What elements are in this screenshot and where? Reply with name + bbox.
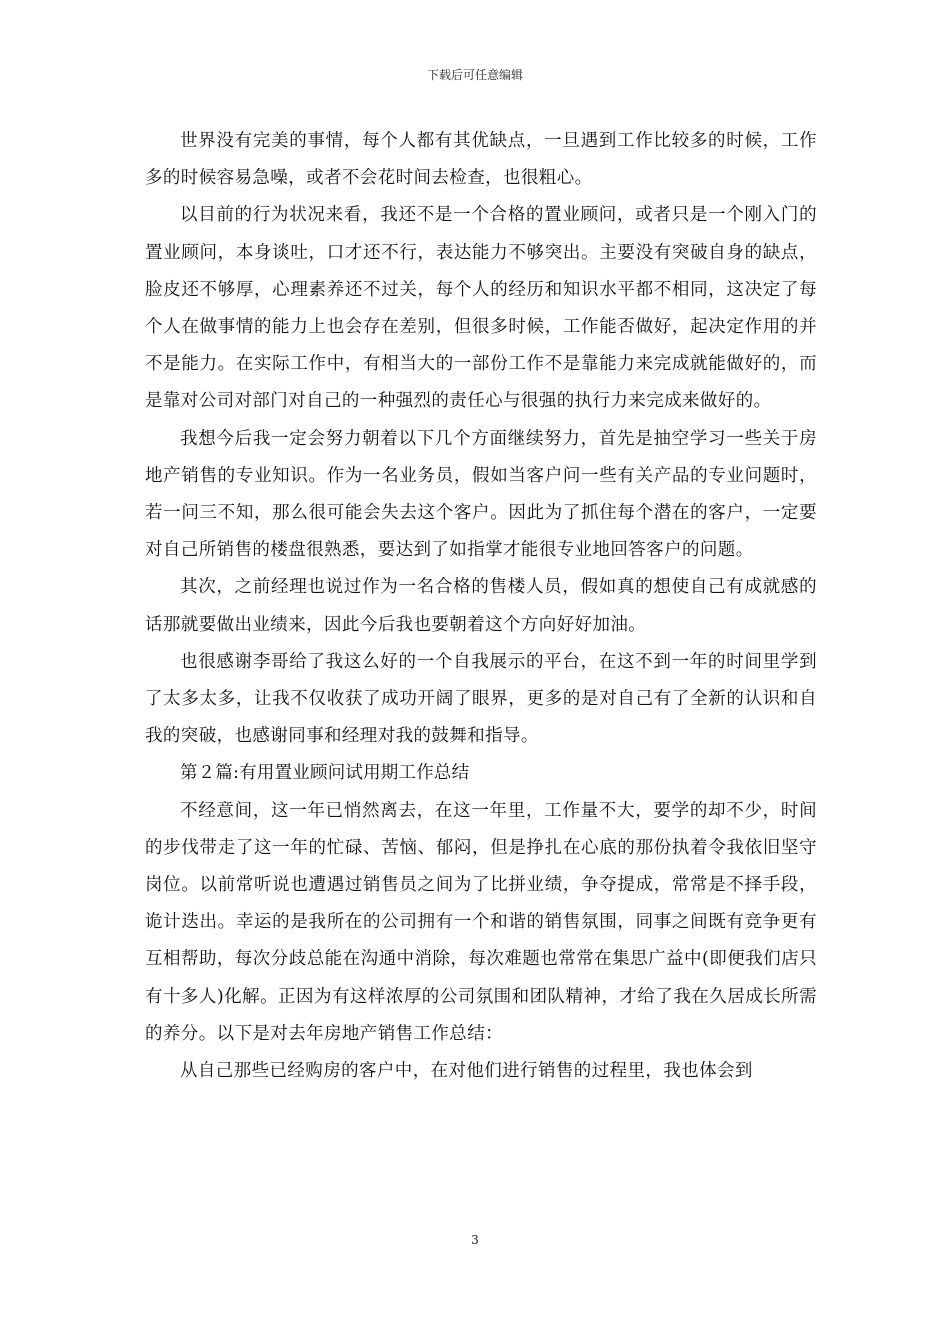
- paragraph-performance-goal: 其次，之前经理也说过作为一名合格的售楼人员，假如真的想使自己有成就感的话那就要做出业绩来，因此今后我也要朝着这个方向好好加油。: [145, 577, 817, 635]
- page-number: 3: [471, 1233, 479, 1247]
- paragraph-thanks: 也很感谢李哥给了我这么好的一个自我展示的平台，在这不到一年的时间里学到了太多太多，让我不仅收获了成功开阔了眼界，更多的是对自己有了全新的认识和自我的突破，也感谢同事和经理对我的鼓舞和指导。: [145, 651, 817, 747]
- paragraph-customer-experience: 从自己那些已经购房的客户中，在对他们进行销售的过程里，我也体会到: [180, 1061, 753, 1082]
- document-body: [145, 123, 817, 1090]
- paragraph-self-assessment: 以目前的行为状况来看，我还不是一个合格的置业顾问，或者只是一个刚入门的置业顾问，本身谈吐，口才还不行，表达能力不够突出。主要没有突破自身的缺点，脸皮还不够厚，心理素养还不过关，每个人的经历和知识水平都不相同，这决定了每个人在做事情的能力上也会存在差别，但很多时候，工作能否做好，起决定作用的并不是能力。在实际工作中，有相当大的一部份工作不是靠能力来完成就能做好的，而是靠对公司对部门对自己的一种强烈的责任心与很强的执行力来完成来做好的。: [145, 205, 817, 412]
- paragraph-improvement-plan: 我想今后我一定会努力朝着以下几个方面继续努力，首先是抽空学习一些关于房地产销售的专业知识。作为一名业务员，假如当客户问一些有关产品的专业问题时，若一问三不知，那么很可能会失去这个客户。因此为了抓住每个潜在的客户，一定要对自己所销售的楼盘很熟悉，要达到了如指掌才能很专业地回答客户的问题。: [145, 428, 817, 561]
- paragraph-strengths-weaknesses: 世界没有完美的事情，每个人都有其优缺点，一旦遇到工作比较多的时候，工作多的时候容易急噪，或者不会花时间去检查，也很粗心。: [145, 131, 817, 189]
- section-heading: 第２篇:有用置业顾问试用期工作总结: [180, 763, 470, 784]
- page-header-note: 下载后可任意编辑: [426, 68, 523, 82]
- paragraph-year-review: 不经意间，这一年已悄然离去，在这一年里，工作量不大，要学的却不少，时间的步伐带走了这一年的忙碌、苦恼、郁闷，但是挣扎在心底的那份执着令我依旧坚守岗位。以前常听说也遭遇过销售员之间为了比拼业绩，争夺提成，常常是不择手段，诡计迭出。幸运的是我所在的公司拥有一个和谐的销售氛围，同事之间既有竞争更有互相帮助，每次分歧总能在沟通中消除，每次难题也常常在集思广益中(即便我们店只有十多人)化解。正因为有这样浓厚的公司氛围和团队精神，才给了我在久居成长所需的养分。以下是对去年房地产销售工作总结：: [145, 800, 817, 1044]
